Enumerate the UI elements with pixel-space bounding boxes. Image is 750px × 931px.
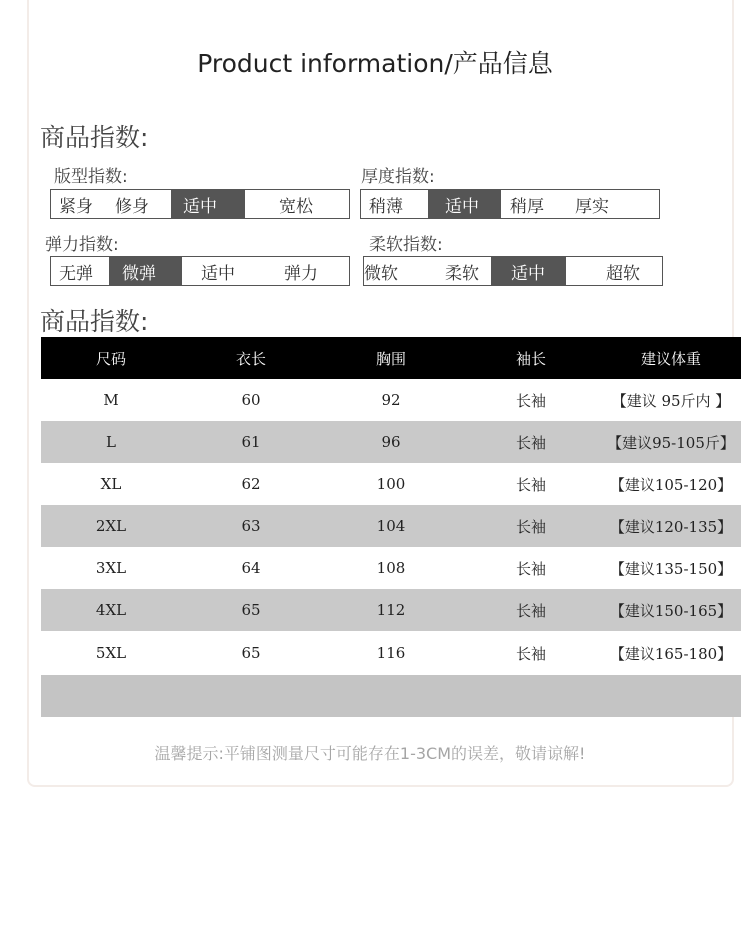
size-table-header: [41, 337, 741, 379]
cell-sleeve: 长袖: [461, 589, 601, 631]
cell-size: 5XL: [41, 631, 181, 675]
cell-size: L: [41, 421, 181, 463]
cell-weight: 【建议120-135】: [601, 505, 741, 547]
cell-sleeve: 长袖: [461, 631, 601, 675]
empty-cell: [601, 675, 741, 717]
empty-cell: [461, 675, 601, 717]
cell-weight: 【建议95-105斤】: [601, 421, 741, 463]
cell-sleeve: 长袖: [461, 547, 601, 589]
fit-option: 修身: [115, 196, 149, 217]
cell-length: 62: [181, 463, 321, 505]
cell-length: 60: [181, 379, 321, 421]
cell-length: 64: [181, 547, 321, 589]
table-row-empty: [41, 675, 741, 717]
cell-size: M: [41, 379, 181, 421]
fit-index-scale: [50, 189, 350, 219]
elasticity-option: 弹力: [284, 263, 318, 284]
table-row: [41, 421, 741, 463]
softness-option: 超软: [606, 263, 640, 284]
softness-option: 柔软: [445, 263, 479, 284]
size-table: [41, 337, 741, 717]
cell-chest: 104: [321, 505, 461, 547]
empty-cell: [321, 675, 461, 717]
elasticity-option: 适中: [201, 263, 235, 284]
cell-size: 2XL: [41, 505, 181, 547]
cell-sleeve: 长袖: [461, 463, 601, 505]
cell-chest: 100: [321, 463, 461, 505]
cell-weight: 【建议150-165】: [601, 589, 741, 631]
empty-cell: [41, 675, 181, 717]
fit-index-label: 版型指数:: [54, 167, 128, 187]
section-heading-indices: 商品指数:: [40, 123, 149, 152]
cell-weight: 【建议165-180】: [601, 631, 741, 675]
table-row: [41, 379, 741, 421]
cell-sleeve: 长袖: [461, 379, 601, 421]
softness-option: 微软: [364, 263, 398, 284]
header-size: 尺码: [41, 337, 181, 379]
cell-weight: 【建议135-150】: [601, 547, 741, 589]
thickness-index-label: 厚度指数:: [361, 167, 435, 187]
thickness-option-selected: 适中: [428, 190, 501, 218]
table-row: [41, 589, 741, 631]
cell-size: 4XL: [41, 589, 181, 631]
header-weight: 建议体重: [601, 337, 741, 379]
cell-size: 3XL: [41, 547, 181, 589]
cell-weight: 【建议 95斤内 】: [601, 379, 741, 421]
cell-sleeve: 长袖: [461, 505, 601, 547]
table-row: [41, 463, 741, 505]
thickness-option: 稍厚: [510, 196, 544, 217]
cell-chest: 116: [321, 631, 461, 675]
fit-option: 紧身: [59, 196, 93, 217]
header-length: 衣长: [181, 337, 321, 379]
softness-index-label: 柔软指数:: [369, 235, 443, 255]
thickness-option: 厚实: [575, 196, 609, 217]
cell-length: 63: [181, 505, 321, 547]
thickness-option: 稍薄: [369, 196, 403, 217]
cell-sleeve: 长袖: [461, 421, 601, 463]
fit-option-selected: 适中: [171, 190, 245, 218]
softness-option-selected: 适中: [491, 257, 566, 285]
table-row: [41, 547, 741, 589]
elasticity-index-scale: [50, 256, 350, 286]
table-row: [41, 631, 741, 675]
softness-index-scale: [363, 256, 663, 286]
cell-length: 65: [181, 631, 321, 675]
fit-option: 宽松: [279, 196, 313, 217]
section-heading-sizes: 商品指数:: [40, 307, 149, 336]
cell-weight: 【建议105-120】: [601, 463, 741, 505]
cell-chest: 108: [321, 547, 461, 589]
header-sleeve: 袖长: [461, 337, 601, 379]
page-title: Product information/产品信息: [197, 49, 553, 78]
cell-length: 65: [181, 589, 321, 631]
cell-chest: 96: [321, 421, 461, 463]
elasticity-index-label: 弹力指数:: [45, 235, 119, 255]
cell-chest: 112: [321, 589, 461, 631]
elasticity-option: 无弹: [59, 263, 93, 284]
thickness-index-scale: [360, 189, 660, 219]
measurement-note: 温馨提示:平铺图测量尺寸可能存在1-3CM的误差，敬请谅解!: [154, 744, 586, 763]
empty-cell: [181, 675, 321, 717]
table-row: [41, 505, 741, 547]
header-chest: 胸围: [321, 337, 461, 379]
cell-size: XL: [41, 463, 181, 505]
elasticity-option-selected: 微弹: [109, 257, 182, 285]
cell-chest: 92: [321, 379, 461, 421]
cell-length: 61: [181, 421, 321, 463]
